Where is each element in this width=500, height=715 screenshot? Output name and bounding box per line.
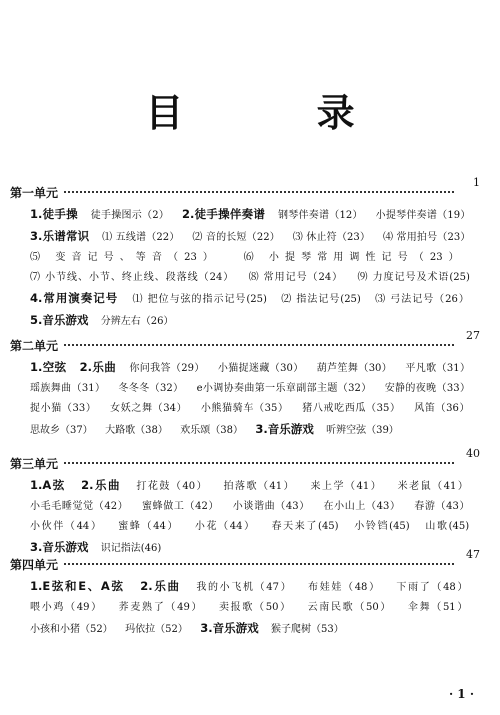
toc-entry[interactable]: ⑻ 常用记号（24）: [248, 272, 344, 283]
page-number-footer: · 1 ·: [448, 687, 474, 701]
toc-section-heading[interactable]: 3.乐谱常识: [30, 229, 90, 243]
unit-entries: [30, 475, 480, 559]
toc-entry[interactable]: 我的小飞机（47）: [196, 582, 293, 593]
unit-heading: [10, 176, 480, 204]
toc-entry[interactable]: 冬冬冬（32）: [118, 383, 184, 394]
toc-entry[interactable]: 春游（43）: [414, 501, 471, 512]
toc-entry[interactable]: ⑹ 小提琴常用调性记号（23）: [243, 252, 465, 263]
toc-entry[interactable]: ⑼ 力度记号及术语(25): [357, 272, 470, 283]
toc-entry[interactable]: 来上学（41）: [310, 481, 383, 492]
unit-2: [10, 329, 480, 441]
toc-entry[interactable]: 捉小猫（33）: [30, 403, 97, 414]
toc-entry[interactable]: 瑶族舞曲（31）: [30, 383, 106, 394]
unit-heading: [10, 447, 480, 475]
toc-entry[interactable]: 玛依拉（52）: [125, 624, 188, 635]
toc-section-heading[interactable]: 1.徒手操: [30, 207, 78, 221]
toc-section-heading[interactable]: 2.乐曲: [81, 478, 121, 492]
toc-entry[interactable]: 春天来了(45): [271, 521, 339, 532]
toc-entry[interactable]: ⑶ 休止符（23）: [292, 232, 371, 243]
unit-entries: [30, 576, 480, 640]
toc-entry[interactable]: 下雨了（48）: [396, 582, 470, 593]
toc-entry[interactable]: ⑵ 音的长短（22）: [192, 232, 280, 243]
toc-entry[interactable]: 钢琴伴奏谱（12）: [277, 210, 363, 221]
toc-entry[interactable]: 布娃娃（48）: [308, 582, 381, 593]
unit-entries: [30, 357, 480, 441]
toc-entry[interactable]: 米老鼠（41）: [397, 481, 470, 492]
toc-entry[interactable]: 打花鼓（40）: [136, 481, 209, 492]
toc-entry[interactable]: 拍落歌（41）: [223, 481, 296, 492]
toc-entry[interactable]: 识记指法(46): [100, 543, 162, 554]
toc-section-heading[interactable]: 1.空弦: [30, 360, 67, 374]
toc-entry[interactable]: 喂小鸡（49）: [30, 602, 103, 613]
toc-entry[interactable]: ⑴ 把位与弦的指示记号(25): [132, 294, 267, 305]
toc-section-heading[interactable]: 2.乐曲: [140, 579, 181, 593]
leader-dots: [64, 563, 454, 565]
toc-entry[interactable]: 小熊猫骑车（35）: [200, 403, 289, 414]
toc-entry[interactable]: ⑴ 五线谱（22）: [102, 232, 180, 243]
toc-entry[interactable]: 云南民歌（50）: [307, 602, 393, 613]
unit-label[interactable]: 第三单元: [10, 455, 62, 472]
toc-entry[interactable]: 小孩和小猪（52）: [30, 624, 113, 635]
toc-entry[interactable]: 平凡歌（31）: [405, 363, 471, 374]
toc-section-heading[interactable]: 5.音乐游戏: [30, 313, 89, 327]
unit-page-number: 40: [466, 447, 480, 460]
toc-entry[interactable]: 听辨空弦（39）: [326, 425, 399, 436]
toc-entry[interactable]: 小谈谐曲（43）: [232, 501, 310, 512]
unit-label[interactable]: 第一单元: [10, 184, 62, 201]
toc-entry[interactable]: 分辨左右（26）: [100, 316, 174, 327]
toc-entry[interactable]: 小提琴伴奏谱（19）: [375, 210, 471, 221]
toc-entry[interactable]: 蜜蜂做工（42）: [142, 501, 220, 512]
toc-entry[interactable]: 小伙伴（44）: [30, 521, 103, 532]
toc-entry[interactable]: e小调协奏曲第一乐章副部主题（32）: [196, 383, 372, 394]
toc-entry[interactable]: ⑸ 变音记号、等音（23）: [30, 252, 219, 263]
unit-page-number: 1: [473, 176, 480, 189]
toc-entry[interactable]: 你问我答（29）: [129, 363, 205, 374]
toc-entry[interactable]: 女妖之舞（34）: [110, 403, 188, 414]
unit-page-number: 27: [466, 329, 480, 342]
unit-page-number: 47: [466, 548, 480, 561]
toc-entry[interactable]: 徒手操图示（2）: [90, 210, 170, 221]
unit-label[interactable]: 第二单元: [10, 337, 62, 354]
toc-entry[interactable]: 卖报歌（50）: [218, 602, 292, 613]
unit-heading: [10, 329, 480, 357]
toc-section-heading[interactable]: 3.音乐游戏: [30, 540, 89, 554]
toc-entry[interactable]: 小花（44）: [194, 521, 256, 532]
toc-section-heading[interactable]: 1.E弦和E、A弦: [30, 579, 125, 593]
unit-entries: [30, 204, 480, 332]
toc-section-heading[interactable]: 2.徒手操伴奏谱: [181, 207, 266, 221]
toc-entry[interactable]: 山歌(45): [425, 521, 470, 532]
toc-section-heading[interactable]: 2.乐曲: [79, 360, 117, 374]
toc-entry[interactable]: 小铃铛(45): [354, 521, 410, 532]
toc-entry[interactable]: 伞舞（51）: [407, 602, 470, 613]
toc-entry[interactable]: 猪八戒吃西瓜（35）: [302, 403, 401, 414]
toc-entry[interactable]: 欢乐颂（38）: [180, 425, 243, 436]
toc-entry[interactable]: ⑶ 弓法记号（26）: [375, 294, 470, 305]
toc-entry[interactable]: 安静的夜晚（33）: [384, 383, 471, 394]
toc-section-heading[interactable]: 4.常用演奏记号: [30, 291, 119, 305]
toc-entry[interactable]: 蜜蜂（44）: [118, 521, 180, 532]
toc-entry[interactable]: ⑺ 小节线、小节、终止线、段落线（24）: [30, 272, 235, 283]
unit-label[interactable]: 第四单元: [10, 556, 62, 573]
toc-entry[interactable]: 猴子爬树（53）: [270, 624, 344, 635]
toc-entry[interactable]: 小猫捉迷藏（30）: [217, 363, 304, 374]
toc-entry[interactable]: 风笛（36）: [414, 403, 471, 414]
page-title: 目 录: [145, 91, 415, 135]
leader-dots: [64, 462, 454, 464]
leader-dots: [64, 344, 454, 346]
unit-3: [10, 447, 480, 559]
toc-entry[interactable]: ⑵ 指法记号(25): [281, 294, 361, 305]
leader-dots: [64, 191, 454, 193]
toc-entry[interactable]: 思故乡（37）: [30, 425, 93, 436]
toc-section-heading[interactable]: 3.音乐游戏: [200, 621, 259, 635]
unit-1: [10, 176, 480, 332]
toc-entry[interactable]: 大路歌（38）: [105, 425, 168, 436]
toc-entry[interactable]: 在小山上（43）: [323, 501, 401, 512]
toc-section-heading[interactable]: 3.音乐游戏: [255, 422, 314, 436]
toc-entry[interactable]: 葫芦笙舞（30）: [316, 363, 393, 374]
toc-entry[interactable]: ⑷ 常用拍号（23）: [382, 232, 471, 243]
toc-entry[interactable]: 荞麦熟了（49）: [118, 602, 204, 613]
toc-entry[interactable]: 小毛毛睡觉觉（42）: [30, 501, 129, 512]
toc-section-heading[interactable]: 1.A弦: [30, 478, 66, 492]
